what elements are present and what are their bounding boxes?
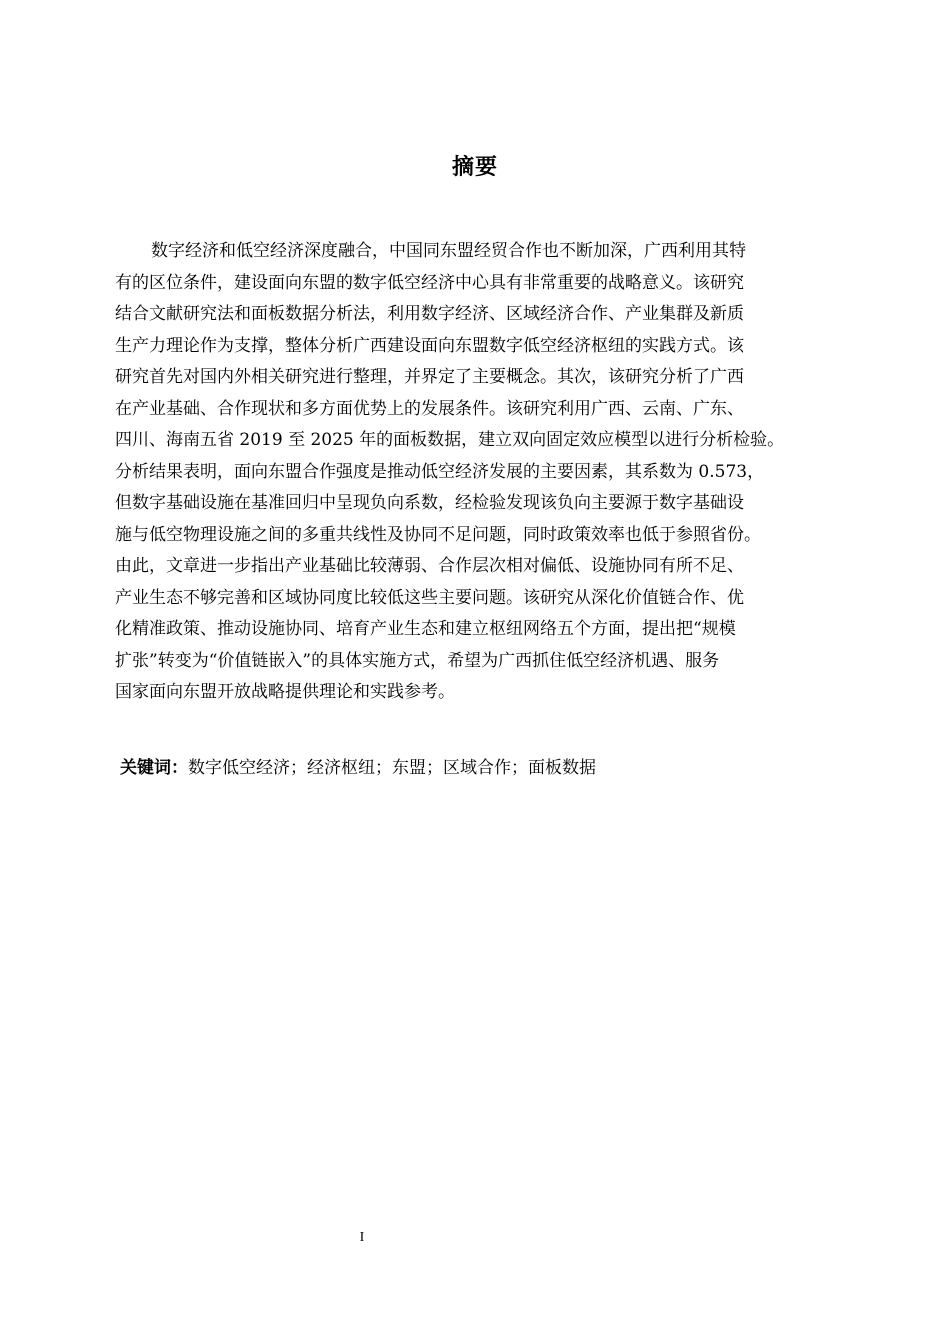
abstract-line: 结合文献研究法和面板数据分析法，利用数字经济、区域经济合作、产业集群及新质 [115,304,744,324]
abstract-line: 在产业基础、合作现状和多方面优势上的发展条件。该研究利用广西、云南、广东、 [115,398,744,419]
abstract-line: 分析结果表明，面向东盟合作强度是推动低空经济发展的主要因素，其系数为 0.573， [115,461,765,482]
abstract-line: 但数字基础设施在基准回归中呈现负向系数，经检验发现该负向主要源于数字基础设 [115,493,744,513]
abstract-line: 研究首先对国内外相关研究进行整理，并界定了主要概念。其次，该研究分析了广西 [115,367,744,387]
page-title: 摘要 [451,155,498,180]
keywords-text: 数字低空经济；经济枢纽；东盟；区域合作；面板数据 [188,758,596,778]
abstract-line: 扩张”转变为“价值链嵌入”的具体实施方式，希望为广西抓住低空经济机遇、服务 [115,650,720,671]
abstract-line: 有的区位条件，建设面向东盟的数字低空经济中心具有非常重要的战略意义。该研究 [115,272,744,293]
keywords-label: 关键词： [120,758,188,778]
abstract-body [115,236,850,709]
abstract-line: 数字经济和低空经济深度融合，中国同东盟经贸合作也不断加深，广西利用其特 [151,241,746,261]
abstract-line: 产业生态不够完善和区域协同度比较低这些主要问题。该研究从深化价值链合作、优 [115,587,744,608]
abstract-line: 由此，文章进一步指出产业基础比较薄弱、合作层次相对偏低、设施协同有所不足、 [115,556,744,576]
abstract-line: 四川、海南五省 2019 至 2025 年的面板数据，建立双向固定效应模型以进行分析检验。 [115,430,785,450]
page-number: I [359,1230,365,1245]
keywords-line [120,753,840,783]
abstract-line: 化精准政策、推动设施协同、培育产业生态和建立枢纽网络五个方面，提出把“规模 [115,619,736,639]
abstract-line: 施与低空物理设施之间的多重共线性及协同不足问题，同时政策效率也低于参照省份。 [115,524,761,545]
abstract-line: 国家面向东盟开放战略提供理论和实践参考。 [115,682,455,702]
abstract-line: 生产力理论作为支撑，整体分析广西建设面向东盟数字低空经济枢纽的实践方式。该 [115,335,744,356]
